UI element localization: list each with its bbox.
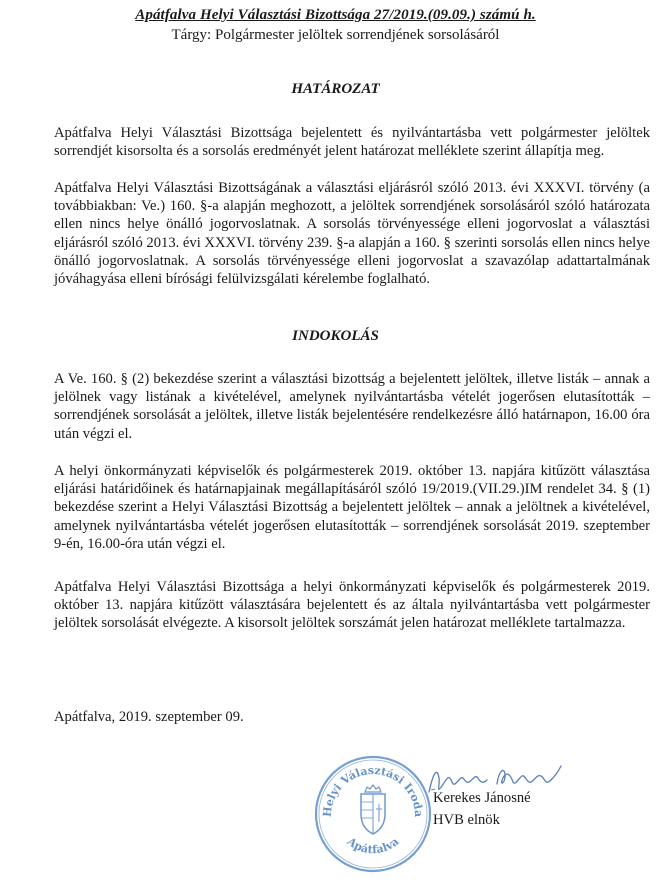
- hatarozat-paragraph-1: Apátfalva Helyi Választási Bizottsága bejelentett és nyilvántartásba vett polgármester jelöltek sorrendjét kisorsolta és a sorsolás eredményét jelent határozat melléklete szerint állapítja meg.: [54, 125, 650, 160]
- hatarozat-heading: HATÁROZAT: [291, 81, 380, 97]
- official-stamp: [312, 752, 434, 874]
- hatarozat-paragraph-2: Apátfalva Helyi Választási Bizottságának a választási eljárásról szóló 2013. évi XXXVI. törvény (a továbbiakban: Ve.) 160. §-a alapján meghozott, a jelöltek sorrendjének sorsolásáról szóló határozata ellen nincs helye önálló jogorvoslatnak. A sorsolás törvényessége elleni jogorvoslat a választási eljárásról szóló 2013. évi XXXVI. törvény 239. §-a alapján a 160. § szerinti sorsolás ellen nincs helye önálló jogorvoslatnak. A sorsolás törvényessége elleni jogorvoslat a szavazólap adattartalmának jóváhagyása elleni bírósági felülvizsgálati kérelembe foglalható.: [54, 180, 650, 288]
- indokolas-heading: INDOKOLÁS: [292, 328, 379, 344]
- stamp-top-text: Helyi Választási Iroda: [320, 763, 426, 818]
- document-subject: Tárgy: Polgármester jelöltek sorrendjének sorsolásáról: [171, 27, 500, 43]
- indokolas-paragraph-2: A helyi önkormányzati képviselők és polgármesterek 2019. október 13. napjára kitűzött választása eljárási határidőinek és határnapjainak megállapításáról szóló 19/2019.(VII.29.)IM rendelet 34. § (1) bekezdése szerint a Helyi Választási Bizottság a bejelentett jelöltek – annak a jelöltnek a kivételével, amelynek nyilvántartásba vételét jogerősen elutasították – sorrendjének sorsolását 2019. szeptember 9-én, 16.00-óra után végzi el.: [54, 463, 650, 552]
- signer-title: HVB elnök: [433, 812, 500, 828]
- document-title: Apátfalva Helyi Választási Bizottsága 27/2019.(09.09.) számú h.: [135, 7, 536, 23]
- stamp-bottom-text: Apátfalva: [344, 834, 402, 857]
- indokolas-paragraph-1: A Ve. 160. § (2) bekezdése szerint a választási bizottság a bejelentett jelöltek, illetve listák – annak a jelölnek vagy listának a kivételével, amelynek nyilvántartásba vételét jogerősen elutasították – sorrendjének sorsolását a jelöltek, illetve listák bejelentésére rendelkezésre álló határnapon, 16.00 óra után végzi el.: [54, 371, 650, 442]
- indokolas-paragraph-3: Apátfalva Helyi Választási Bizottsága a helyi önkormányzati képviselők és polgármesterek 2019. október 13. napjára kitűzött választására bejelentett és az általa nyilvántartásba vett polgármester jelöltek sorsolását elvégezte. A kisorsolt jelöltek sorszámát jelen határozat melléklete tartalmazza.: [54, 579, 650, 632]
- place-date: Apátfalva, 2019. szeptember 09.: [54, 709, 244, 725]
- coat-of-arms-icon: [361, 785, 385, 834]
- svg-text:Apátfalva: [344, 834, 402, 856]
- signer-name: Kerekes Jánosné: [433, 790, 531, 806]
- signature-block: [433, 787, 531, 831]
